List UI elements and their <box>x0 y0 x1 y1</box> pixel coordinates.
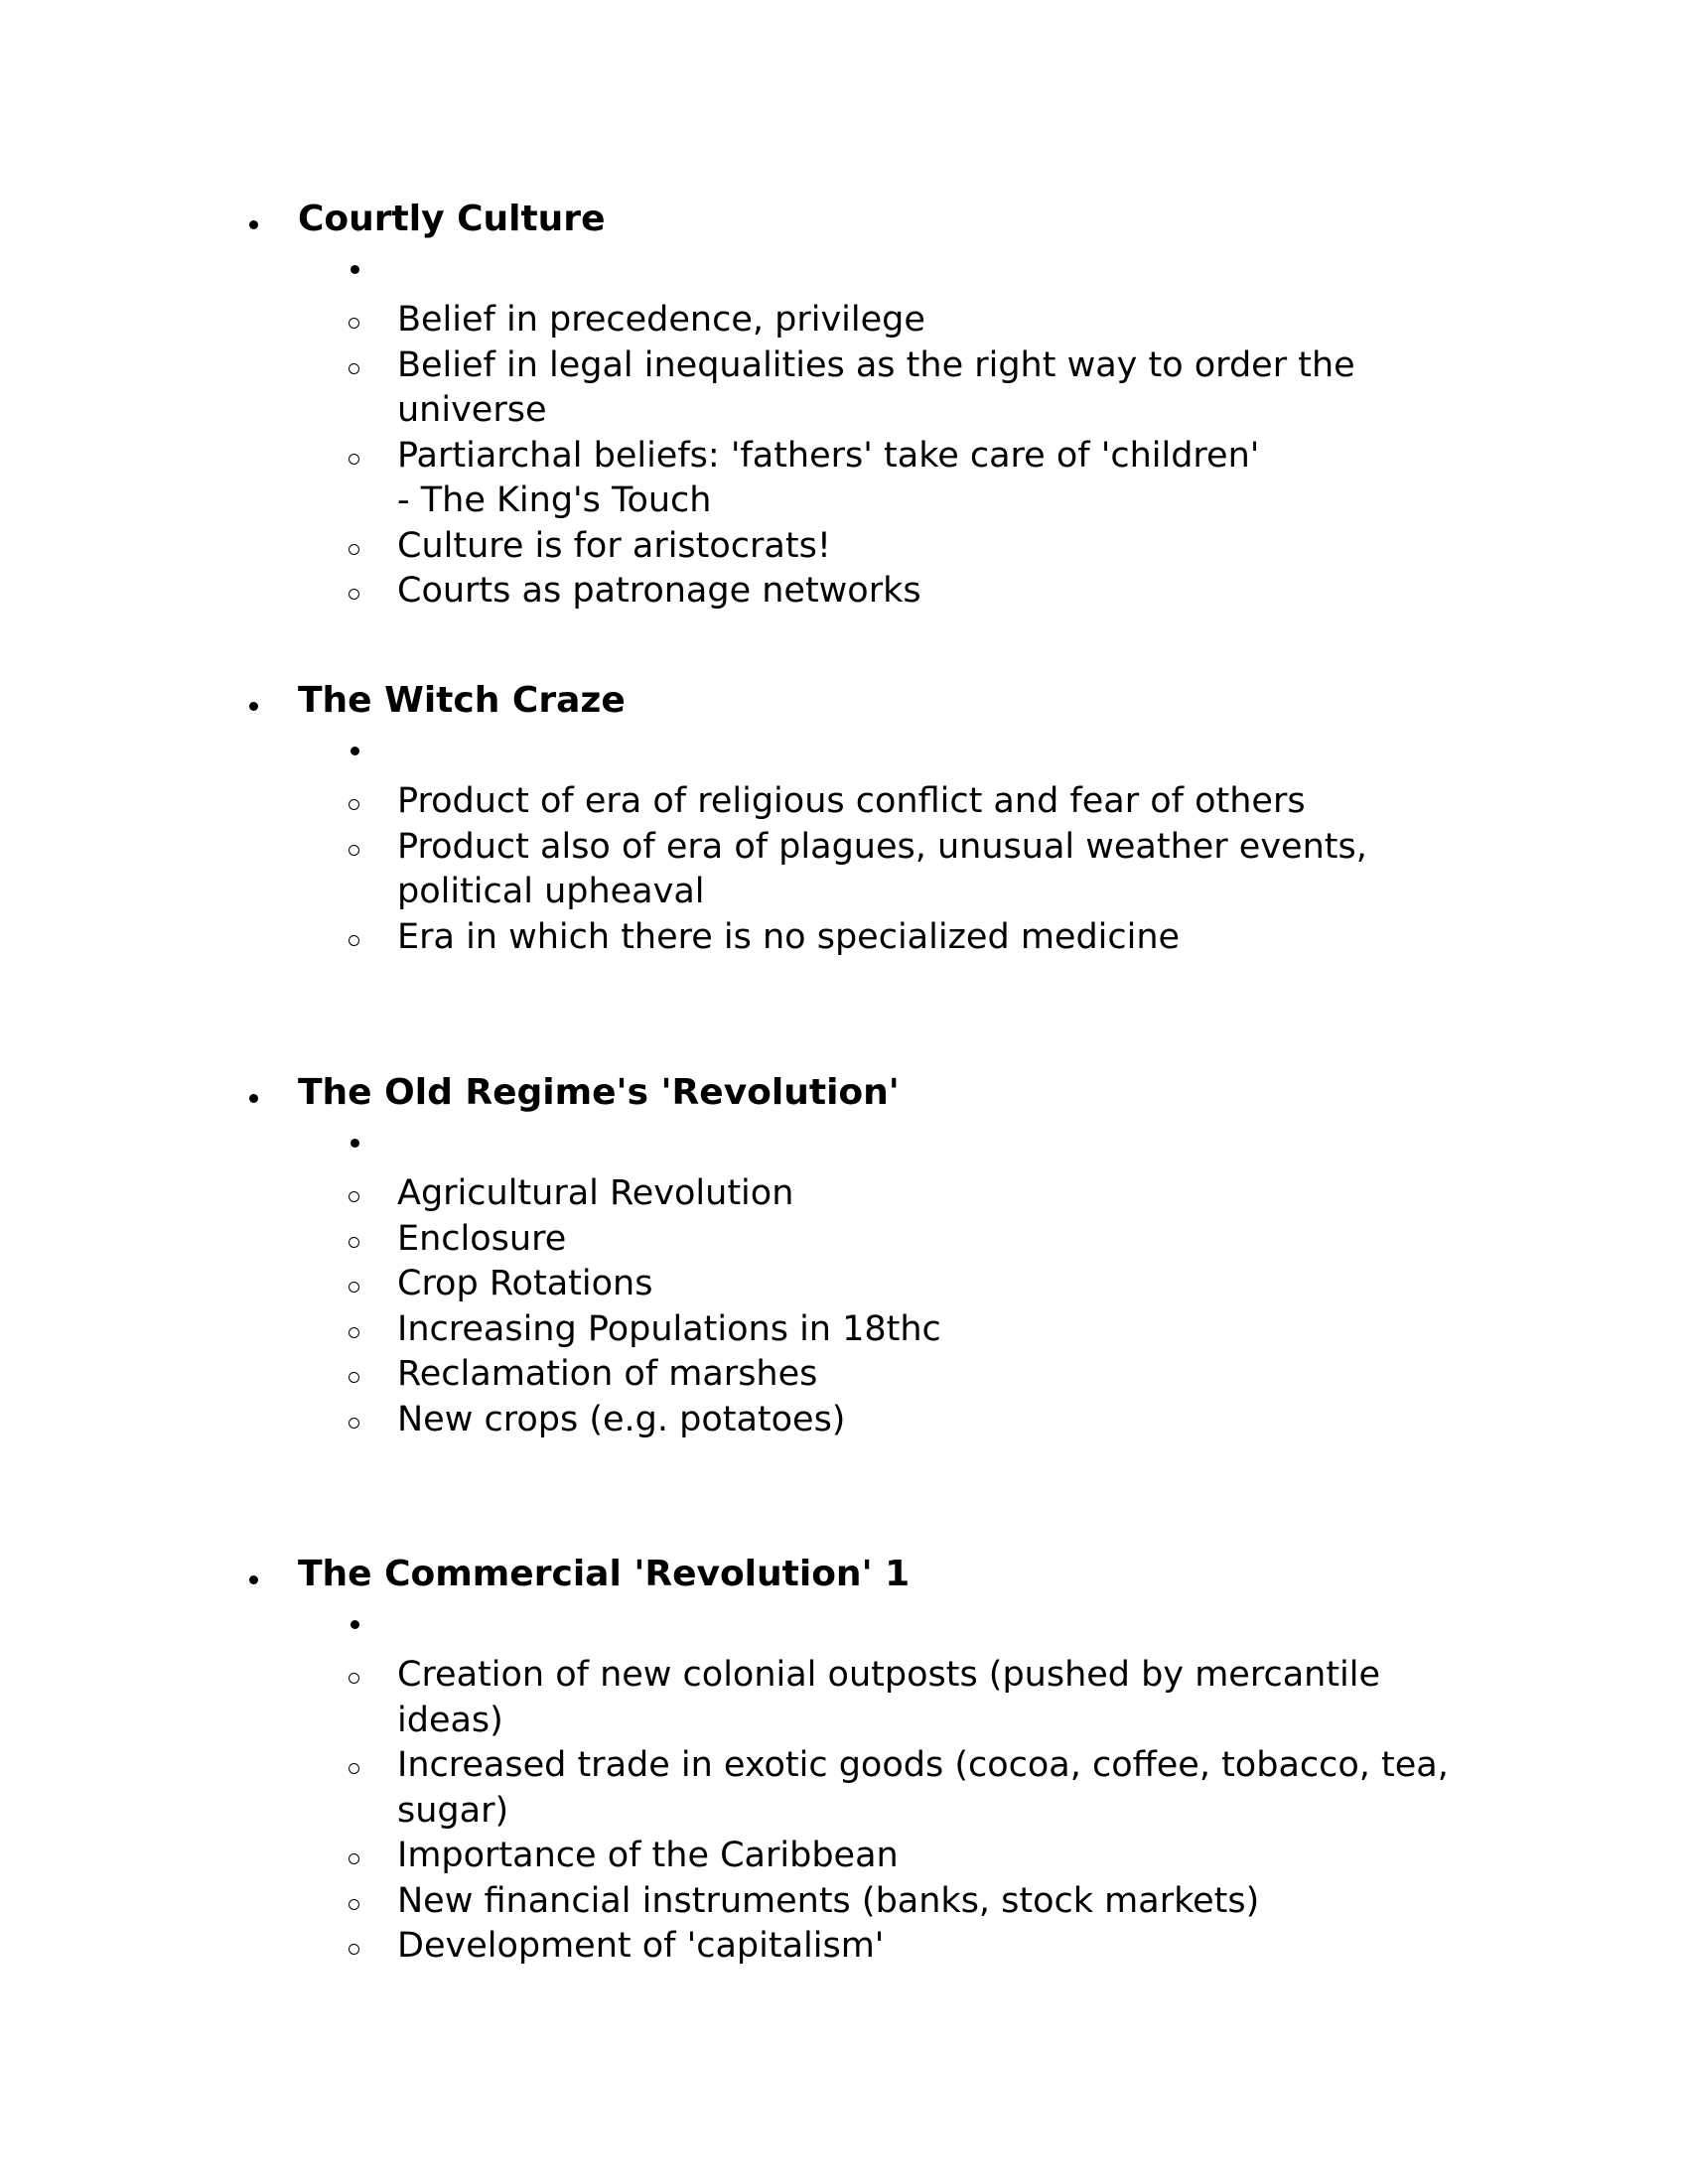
list-item <box>0 915 1450 961</box>
bullet-disc-icon <box>351 1139 359 1148</box>
list-item-text: Product also of era of plagues, unusual weather events, political upheaval <box>397 826 1367 911</box>
list-item <box>0 298 1450 343</box>
list-item <box>0 1307 1450 1353</box>
list-item-text: New crops (e.g. potatoes) <box>397 1399 846 1439</box>
bullet-circle-icon <box>349 318 359 329</box>
list-item-text: Agricultural Revolution <box>397 1173 794 1213</box>
list-item <box>0 1398 1450 1443</box>
list-item-text: Reclamation of marshes <box>397 1354 818 1394</box>
list-item <box>0 1217 1450 1263</box>
section-old-regime-revolution <box>0 1070 1688 1442</box>
list-item-text: Creation of new colonial outposts (pushed by mercantile ideas) <box>397 1655 1381 1740</box>
empty-sub-bullet <box>0 1126 1688 1171</box>
bullet-list <box>0 298 1688 614</box>
bullet-circle-icon <box>349 799 359 810</box>
list-item-text: Development of 'capitalism' <box>397 1926 885 1966</box>
list-item <box>0 434 1450 524</box>
bullet-disc-icon <box>351 265 359 274</box>
list-item-text: Belief in legal inequalities as the right way to order the universe <box>397 344 1355 430</box>
list-item <box>0 1879 1450 1925</box>
section-heading: The Witch Craze <box>298 680 626 721</box>
section-heading: The Old Regime's 'Revolution' <box>298 1072 900 1113</box>
list-item <box>0 569 1450 614</box>
list-item <box>0 1834 1450 1879</box>
section-heading: The Commercial 'Revolution' 1 <box>298 1554 911 1594</box>
list-item-text: Courts as patronage networks <box>397 571 921 611</box>
section-courtly-culture <box>0 197 1688 614</box>
section-heading-row <box>0 1552 1688 1607</box>
bullet-disc-icon <box>249 702 258 711</box>
section-heading-row <box>0 678 1688 734</box>
bullet-circle-icon <box>349 1237 359 1248</box>
section-commercial-revolution <box>0 1552 1688 1970</box>
bullet-circle-icon <box>349 1899 359 1910</box>
bullet-disc-icon <box>249 1094 258 1103</box>
section-witch-craze <box>0 678 1688 960</box>
bullet-list <box>0 779 1688 960</box>
list-item-text: Belief in precedence, privilege <box>397 300 925 340</box>
list-item-text: Enclosure <box>397 1218 567 1259</box>
empty-sub-bullet <box>0 1607 1688 1653</box>
bullet-circle-icon <box>349 1418 359 1429</box>
list-item <box>0 1743 1450 1834</box>
list-item <box>0 1352 1450 1398</box>
empty-sub-bullet <box>0 252 1688 298</box>
bullet-circle-icon <box>349 363 359 374</box>
bullet-circle-icon <box>349 1282 359 1293</box>
bullet-disc-icon <box>351 747 359 755</box>
bullet-list <box>0 1653 1688 1970</box>
bullet-circle-icon <box>349 1372 359 1383</box>
list-item-text: Era in which there is no specialized medicine <box>397 916 1181 957</box>
list-item-text: New financial instruments (banks, stock markets) <box>397 1880 1260 1921</box>
bullet-circle-icon <box>349 845 359 856</box>
bullet-disc-icon <box>351 1620 359 1629</box>
bullet-circle-icon <box>349 935 359 946</box>
list-item-text: Increasing Populations in 18thc <box>397 1308 941 1349</box>
list-item <box>0 343 1450 434</box>
list-item-text: Importance of the Caribbean <box>397 1836 899 1875</box>
list-item-text: Crop Rotations <box>397 1264 653 1303</box>
list-item <box>0 1262 1450 1307</box>
empty-sub-bullet <box>0 734 1688 779</box>
bullet-circle-icon <box>349 589 359 600</box>
section-heading-row <box>0 1070 1688 1126</box>
bullet-circle-icon <box>349 1191 359 1202</box>
list-item-text: Product of era of religious conflict and fear of others <box>397 781 1306 821</box>
list-item <box>0 1924 1450 1970</box>
bullet-circle-icon <box>349 544 359 555</box>
list-item-text: Culture is for aristocrats! <box>397 525 831 566</box>
bullet-disc-icon <box>249 220 258 229</box>
list-item-text: Increased trade in exotic goods (cocoa, coffee, tobacco, tea, sugar) <box>397 1745 1449 1831</box>
list-item <box>0 524 1450 570</box>
list-item <box>0 779 1450 825</box>
section-heading: Courtly Culture <box>298 199 606 239</box>
bullet-circle-icon <box>349 1944 359 1955</box>
bullet-circle-icon <box>349 1673 359 1684</box>
list-item <box>0 1171 1450 1217</box>
bullet-circle-icon <box>349 454 359 465</box>
bullet-circle-icon <box>349 1763 359 1774</box>
bullet-circle-icon <box>349 1327 359 1338</box>
list-item <box>0 825 1450 915</box>
bullet-disc-icon <box>249 1575 258 1584</box>
list-item-text: Partiarchal beliefs: 'fathers' take care of 'children' <box>397 435 1260 476</box>
list-item <box>0 1653 1450 1743</box>
bullet-circle-icon <box>349 1853 359 1864</box>
list-item-subtext: - The King's Touch <box>397 480 712 520</box>
section-heading-row <box>0 197 1688 252</box>
bullet-list <box>0 1171 1688 1442</box>
